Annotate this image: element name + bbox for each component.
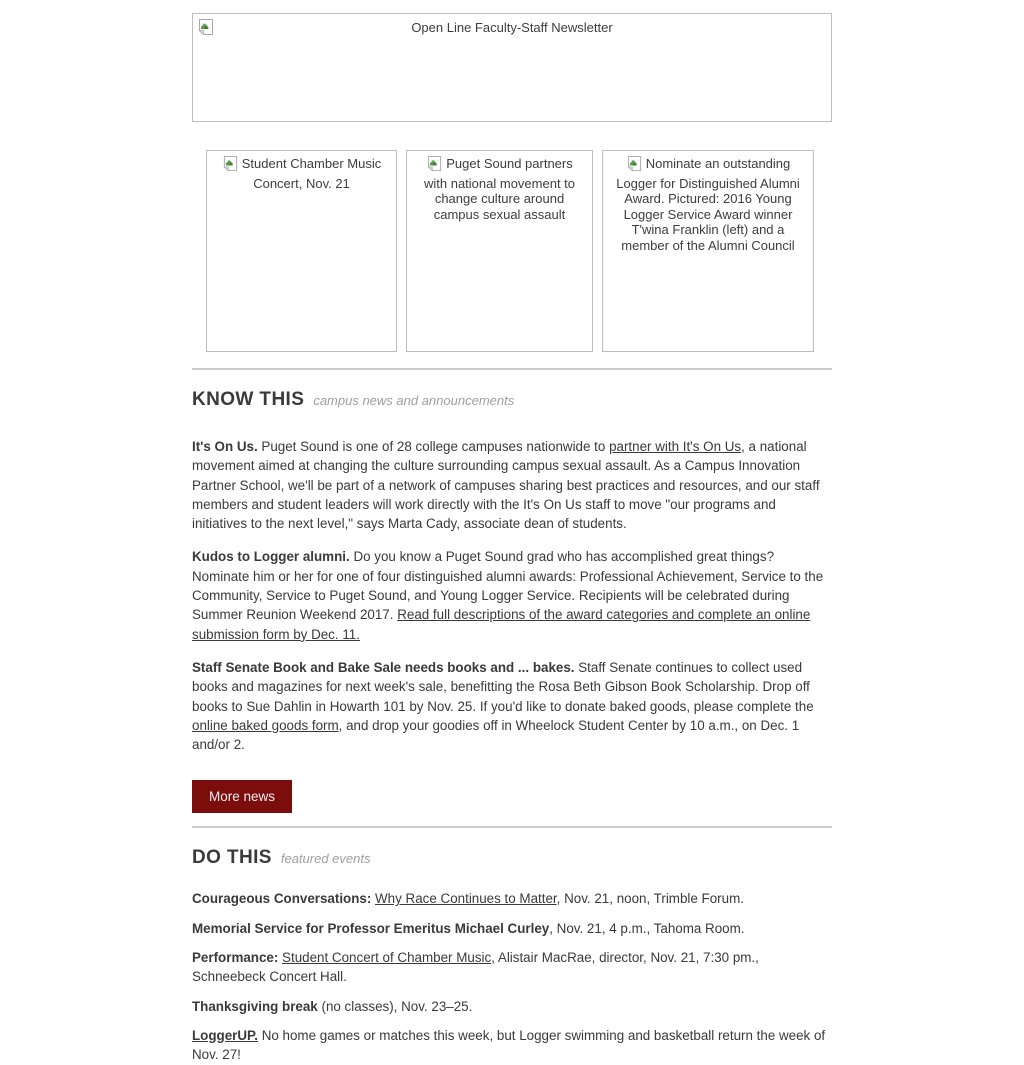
section-divider [192, 368, 832, 370]
photo-placeholder-its-on-us[interactable] [406, 150, 593, 352]
text-run: Do you know a Puget Sound grad who has accomplished great things? Nominate him or her for one of four distinguished alumni awards: Professional Achievement, Service to the Community, Service to Puget Sound, and Young Logger Service. Recipients will be celebrated during Summer Reunion Weekend 2017. [192, 549, 824, 623]
alumni-award-submission-link[interactable]: Read full descriptions of the award categories and complete an online submission form by Dec. 11. [192, 607, 811, 642]
text-run: Staff Senate Book and Bake Sale needs books and ... bakes. [192, 659, 579, 675]
text-run: Courageous Conversations: [192, 891, 376, 907]
baked-goods-form-link[interactable]: online baked goods form [192, 717, 339, 733]
section-title: KNOW THIS [192, 389, 305, 410]
section-subtitle: campus news and announcements [313, 393, 515, 408]
know-this-section [192, 389, 832, 813]
text-run: Staff Senate continues to collect used books and magazines for next week's sale, benefitting the Rosa Beth Gibson Book Scholarship. Drop off books to Sue Dahlin in Howarth 101 by Nov. 25. If you'd like to donate baked goods, please complete the [192, 659, 814, 714]
section-divider [192, 826, 832, 828]
event-loggerup [192, 1026, 832, 1065]
broken-image-icon [426, 155, 443, 176]
section-subtitle: featured events [280, 851, 371, 867]
more-news-button[interactable]: More news [192, 780, 292, 813]
broken-image-icon [626, 155, 643, 176]
news-paragraph-alumni-kudos [192, 547, 832, 643]
text-run: , and drop your goodies off in Wheelock Student Center by 10 a.m., on Dec. 1 and/or 2. [192, 717, 800, 753]
text-run: Performance: [192, 950, 283, 966]
text-run: Kudos to Logger alumni. [192, 549, 354, 565]
text-run: Puget Sound is one of 28 college campuses nationwide to [261, 439, 610, 454]
photo-row [192, 150, 832, 352]
event-chamber-music-performance [192, 948, 832, 987]
section-title: DO THIS [192, 847, 272, 869]
photo-alt-text: Student Chamber Music Concert, Nov. 21 [241, 156, 382, 191]
loggerup-link[interactable]: LoggerUP. [192, 1027, 258, 1043]
photo-alt-text: Nominate an outstanding Logger for Distinguished Alumni Award. Pictured: 2016 Young Logger Service Award winner T'wina Franklin (left) and a member of the Alumni Council [616, 156, 800, 253]
text-run: It's On Us. [192, 439, 262, 454]
text-run: , Nov. 21, noon, Trimble Forum. [556, 891, 744, 907]
event-courageous-conversations [192, 889, 832, 908]
news-paragraph-book-bake-sale [192, 658, 832, 754]
text-run: No home games or matches this week, but Logger swimming and basketball return the week of Nov. 27! [192, 1027, 826, 1063]
masthead-alt-text: Open Line Faculty-Staff Newsletter [411, 20, 613, 35]
masthead-image-placeholder[interactable] [192, 13, 832, 122]
its-on-us-link[interactable]: partner with It's On Us [609, 439, 742, 454]
do-this-section [192, 847, 832, 1064]
text-run: Memorial Service for Professor Emeritus Michael Curley [192, 920, 550, 936]
text-run: , a national movement aimed at changing the culture surrounding campus sexual assault. As a Campus Innovation Partner School, we'll be part of a network of campuses sharing best practices and resources, and our staff members and student leaders will work directly with the It's On Us staff to move "our programs and initiatives to the next level," says Marta Cady, associate dean of students. [192, 439, 820, 532]
text-run: (no classes), Nov. 23–25. [317, 998, 473, 1014]
text-run: , Alistair MacRae, director, Nov. 21, 7:30 pm., Schneebeck Concert Hall. [192, 950, 759, 985]
news-paragraph-its-on-us [192, 437, 832, 533]
why-race-continues-to-matter-link[interactable]: Why Race Continues to Matter [375, 891, 557, 907]
newsletter-body [192, 13, 832, 1065]
photo-placeholder-alumni-award[interactable] [602, 150, 814, 352]
text-run: Thanksgiving break [192, 998, 318, 1014]
broken-image-icon [197, 18, 215, 41]
know-this-heading [192, 389, 832, 411]
photo-placeholder-chamber-music[interactable] [206, 150, 397, 352]
student-concert-chamber-music-link[interactable]: Student Concert of Chamber Music [282, 950, 492, 966]
photo-alt-text: Puget Sound partners with national movement to change culture around campus sexual assault [423, 156, 576, 222]
event-thanksgiving-break [192, 997, 832, 1016]
do-this-heading [192, 847, 832, 869]
text-run: , Nov. 21, 4 p.m., Tahoma Room. [549, 920, 745, 936]
event-memorial-service [192, 919, 832, 938]
broken-image-icon [222, 155, 239, 176]
